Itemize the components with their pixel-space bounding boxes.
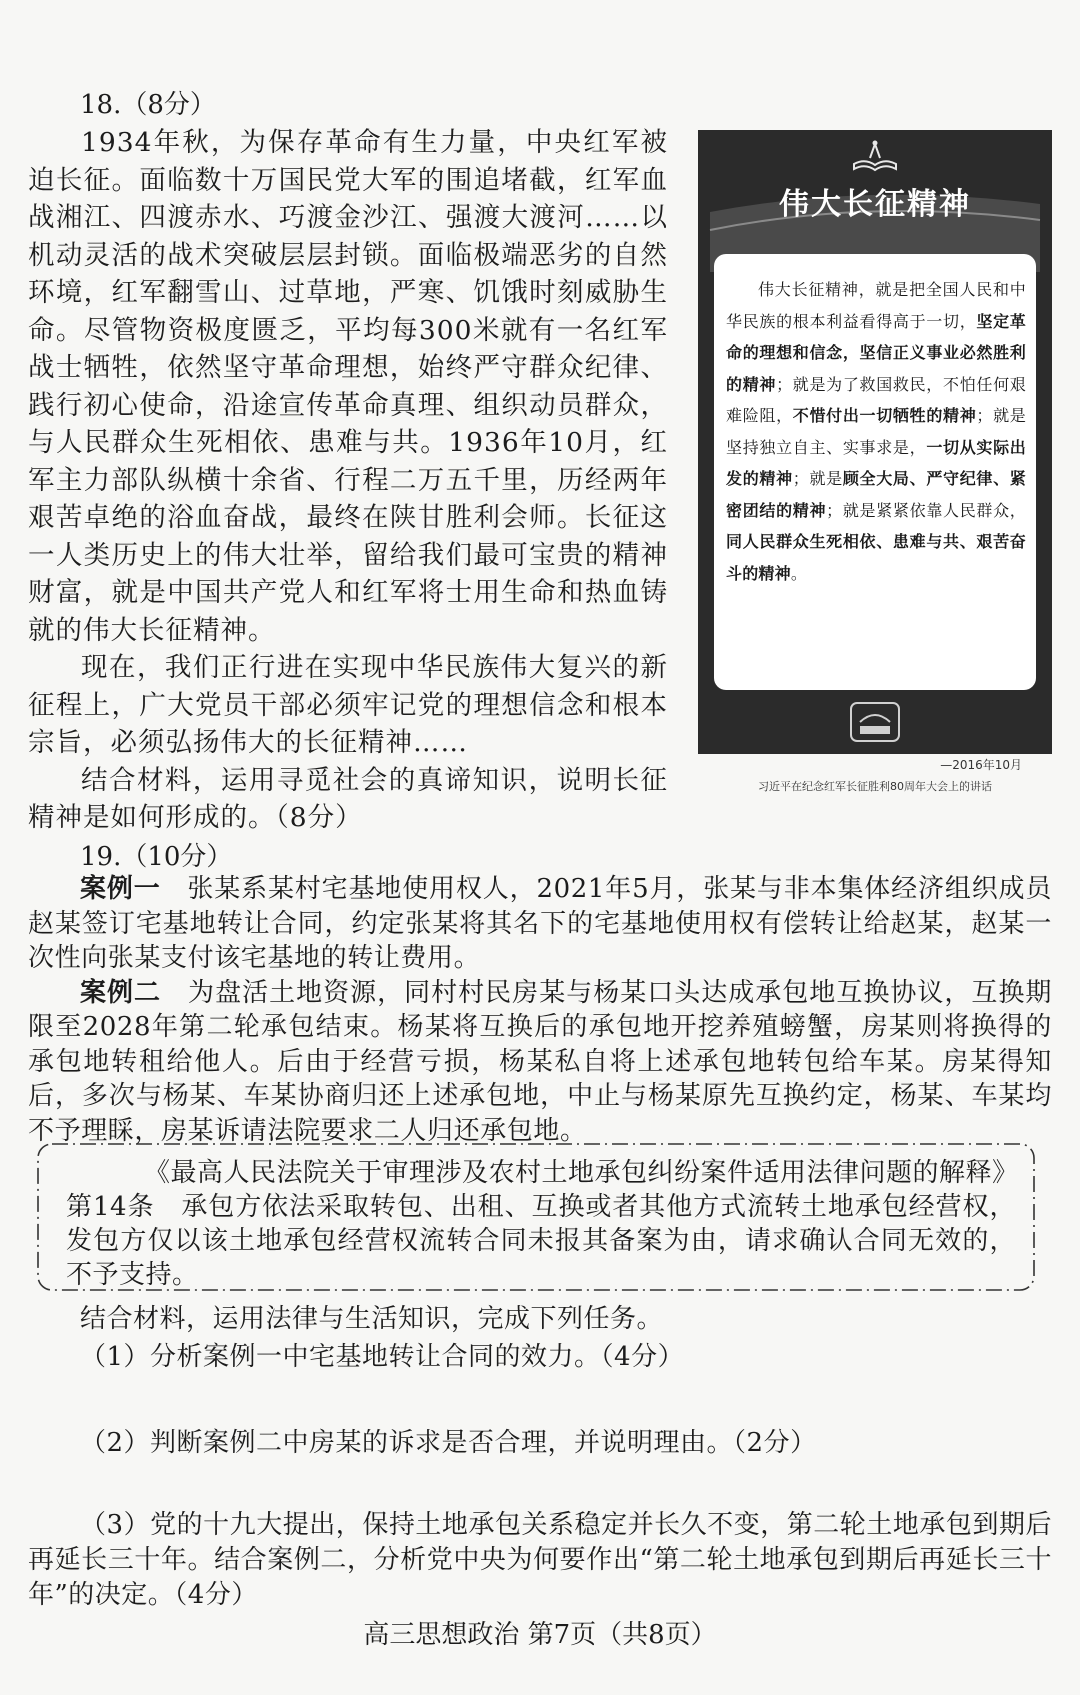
case-1-label: 案例一 bbox=[80, 874, 161, 904]
quote-segment: ；就是坚持独立自主、实事求是， bbox=[726, 406, 1026, 457]
q19-subquestion-3-text: （3）党的十九大提出，保持土地承包关系稳定并长久不变，第二轮土地承包到期后再延长三十年。结合案例二，分析党中央为何要作出“第二轮土地承包到期后再延长三十年”的决定。（4分） bbox=[28, 1510, 1052, 1610]
law-excerpt-box bbox=[36, 1142, 1036, 1292]
quote-source: 习近平在纪念红军长征胜利80周年大会上的讲话 bbox=[758, 780, 992, 793]
q18-paragraph-2: 现在，我们正行进在实现中华民族伟大复兴的新征程上，广大党员干部必须牢记党的理想信念和根本宗旨，必须弘扬伟大的长征精神…… bbox=[28, 652, 668, 758]
quote-segment: 伟大长征精神，就是把全国人民和中华民族的根本利益看得高于一切， bbox=[726, 280, 1026, 331]
poster-quote bbox=[726, 274, 1026, 589]
case-2 bbox=[28, 976, 1052, 1149]
q19-subquestion-3 bbox=[28, 1508, 1052, 1613]
quote-segment: ；就是为了救国救民，不怕任何艰难险阻， bbox=[726, 374, 1026, 425]
quote-emphasis: 同人民群众生死相依、患难与共、艰苦奋斗的精神 bbox=[726, 532, 1026, 583]
quote-emphasis: 顾全大局、严守纪律、紧密团结的精神 bbox=[726, 469, 1026, 520]
q19-cases bbox=[28, 872, 1052, 1148]
poster-title: 伟大长征精神 bbox=[779, 187, 971, 222]
quote-emphasis: 坚定革命的理想和信念，坚信正义事业必然胜利的精神 bbox=[726, 311, 1026, 394]
quote-segment: ；就是 bbox=[792, 469, 843, 488]
law-title: 《最高人民法院关于审理涉及农村土地承包纠纷案件适用法律问题的解释》 bbox=[144, 1158, 1019, 1188]
q18-task: 结合材料，运用寻觅社会的真谛知识，说明长征精神是如何形成的。（8分） bbox=[28, 764, 668, 833]
quote-segment: 。 bbox=[790, 563, 808, 583]
poster-text-card bbox=[714, 254, 1036, 793]
case-1-text: 张某系某村宅基地使用权人，2021年5月，张某与非本集体经济组织成员赵某签订宅基地转让合同，约定张某将其名下的宅基地使用权有偿转让给赵某，赵某一次性向张某支付该宅基地的转让费用。 bbox=[28, 874, 1052, 973]
q19-subquestion-2: （2）判断案例二中房某的诉求是否合理，并说明理由。（2分） bbox=[80, 1428, 817, 1458]
book-logo-icon bbox=[848, 138, 902, 174]
q18-paragraph-1: 1934年秋，为保存革命有生力量，中央红军被迫长征。面临数十万国民党大军的围追堵截，红军血战湘江、四渡赤水、巧渡金沙江、强渡大渡河……以机动灵活的战术突破层层封锁。面临极端恶劣的自然环境，红军翻雪山、过草地，严寒、饥饿时刻威胁生命。尽管物资极度匮乏，平均每300米就有一名红军战士牺牲，依然坚守革命理想，始终严守群众纪律、践行初心使命，沿途宣传革命真理、组织动员群众，与人民群众生死相依、患难与共。1936年10月，红军主力部队纵横十余省、行程二万五千里，历经两年艰苦卓绝的浴血奋战，最终在陕甘胜利会师。长征这一人类历史上的伟大壮举，留给我们最可宝贵的精神财富，就是中国共产党人和红军将士用生命和热血铸就的伟大长征精神。 bbox=[28, 127, 668, 646]
q18-material bbox=[28, 124, 668, 837]
badge-logo-icon bbox=[848, 700, 902, 744]
long-march-poster bbox=[698, 130, 1052, 793]
q19-heading: 19.（10分） bbox=[80, 842, 233, 872]
q19-subquestion-1: （1）分析案例一中宅基地转让合同的效力。（4分） bbox=[80, 1342, 685, 1372]
case-2-label: 案例二 bbox=[80, 977, 162, 1008]
law-excerpt bbox=[66, 1156, 1019, 1292]
q18-heading: 18.（8分） bbox=[80, 90, 216, 120]
q19-task: 结合材料，运用法律与生活知识，完成下列任务。 bbox=[80, 1304, 664, 1334]
quote-date: —2016年10月 bbox=[940, 758, 1022, 772]
quote-segment: ；就是紧紧依靠人民群众， bbox=[826, 500, 1027, 520]
quote-emphasis: 一切从实际出发的精神 bbox=[726, 437, 1026, 488]
case-1 bbox=[28, 872, 1052, 976]
case-2-text: 为盘活土地资源，同村村民房某与杨某口头达成承包地互换协议，互换期限至2028年第二轮承包结束。杨某将互换后的承包地开挖养殖螃蟹，房某则将换得的承包地转租给他人。后由于经营亏损，杨某私自将上述承包地转包给车某。房某得知后，多次与杨某、车某协商归还上述承包地，中止与杨某原先互换约定，杨某、车某均不予理睬，房某诉请法院要求二人归还承包地。 bbox=[28, 977, 1052, 1146]
quote-emphasis: 不惜付出一切牺牲的精神 bbox=[792, 406, 977, 425]
law-article: 第14条 承包方依法采取转包、出租、互换或者其他方式流转土地承包经营权，发包方仅以该土地承包经营权流转合同未报其备案为由，请求确认合同无效的，不予支持。 bbox=[66, 1192, 1016, 1290]
page-footer: 高三思想政治 第7页（共8页） bbox=[363, 1620, 717, 1650]
